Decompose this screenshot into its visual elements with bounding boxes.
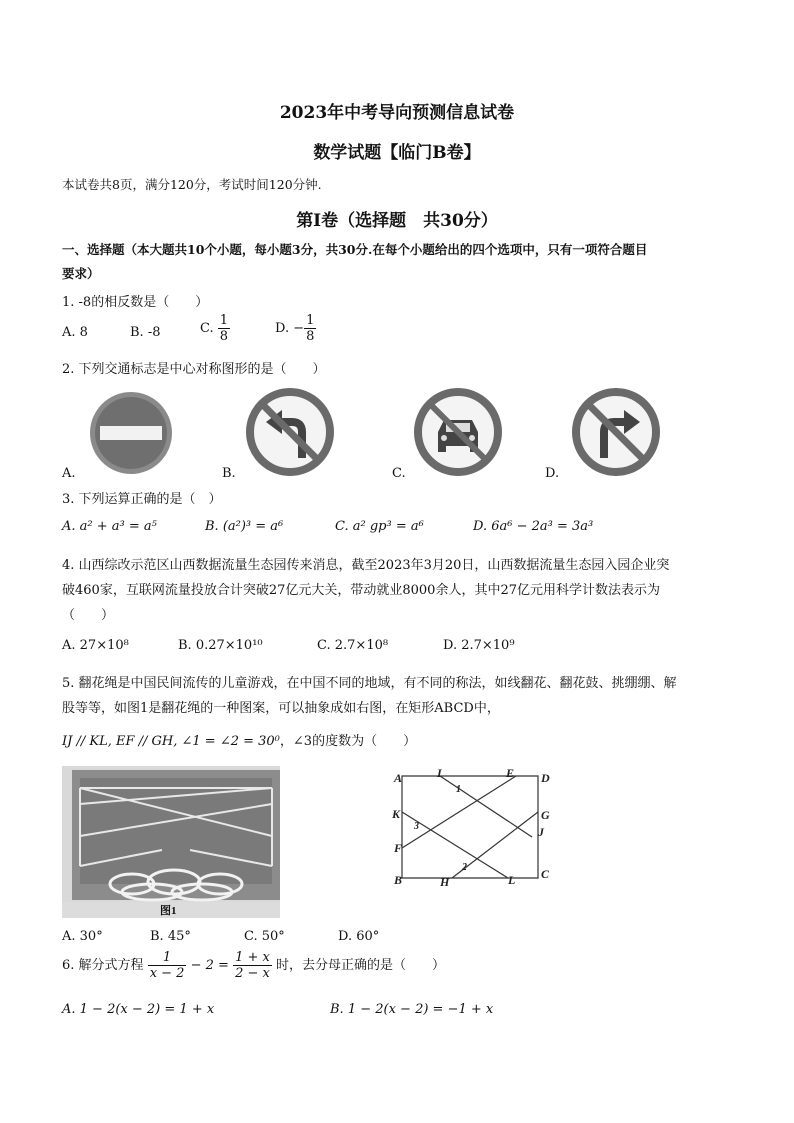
q6-lhs-fraction: $\frac{1}{x - 2}$: [149, 950, 185, 981]
q1-option-d-fraction: $\frac{1}{8}$: [306, 313, 315, 344]
q3-stem: 3. 下列运算正确的是（ ）: [62, 492, 222, 507]
q1-option-d-label: D.: [275, 321, 290, 336]
label-e: E: [506, 766, 515, 780]
rectangle-abcd-diagram: [380, 766, 560, 916]
q5-question: ，∠3的度数为（ ）: [279, 734, 417, 749]
no-entry-sign-icon: [88, 390, 174, 476]
q5-line3: [62, 730, 416, 749]
q2-label-b: B.: [222, 466, 236, 481]
q2-label-d: D.: [545, 466, 560, 481]
label-a: A: [394, 771, 403, 785]
label-angle-1: 1: [456, 784, 461, 795]
q6-stem-suffix: 时，去分母正确的是（ ）: [275, 958, 445, 973]
q4-option-a: A. 27×10⁸: [62, 638, 129, 653]
q2-stem: 2. 下列交通标志是中心对称图形的是（ ）: [62, 362, 326, 377]
exam-subtitle: 数学试题【临门B卷】: [313, 143, 481, 163]
q4-option-c: C. 2.7×10⁸: [317, 638, 389, 653]
label-b: B: [394, 873, 403, 887]
no-cars-sign-icon: [414, 388, 502, 476]
q4-option-b: B. 0.27×10¹⁰: [178, 638, 263, 653]
label-angle-2: 2: [462, 862, 467, 873]
q1-option-a: A. 8: [62, 325, 88, 340]
q1-stem: 1. -8的相反数是（ ）: [62, 295, 209, 310]
figure-1-photo: [62, 766, 280, 918]
q6-stem-prefix: 6. 解分式方程: [62, 958, 144, 973]
q5-condition: IJ // KL, EF // GH, ∠1 = ∠2 = 30⁰: [62, 734, 280, 749]
q3-option-d: D. 6a⁶ − 2a³ = 3a³: [473, 519, 594, 534]
q5-line1: 5. 翻花绳是中国民间流传的儿童游戏，在中国不同的地域，有不同的称法，如线翻花、翻花鼓、挑绷绷、解: [62, 676, 677, 691]
label-d: D: [541, 771, 550, 785]
label-c: C: [541, 867, 550, 881]
q1-option-d: D. − $\frac{1}{8}$: [275, 313, 315, 344]
q4-option-d: D. 2.7×10⁹: [443, 638, 515, 653]
no-left-turn-sign-icon: [246, 388, 334, 476]
q1-option-c: [200, 313, 230, 344]
section-title: 第I卷（选择题 共30分）: [296, 211, 498, 231]
figure-1-caption: 图1: [160, 905, 177, 917]
q4-line2: 破460家，互联网流量投放合计突破27亿元大关，带动就业8000余人，其中27亿元用科学计数法表示为: [62, 583, 660, 598]
q2-label-c: C.: [392, 466, 406, 481]
label-g: G: [541, 808, 550, 822]
q5-option-c: C. 50°: [244, 929, 285, 944]
label-l: L: [508, 873, 516, 887]
label-k: K: [392, 807, 401, 821]
q6-mid: − 2 =: [190, 958, 229, 973]
q6-option-b: B. 1 − 2(x − 2) = −1 + x: [330, 1002, 494, 1017]
exam-title: 2023年中考导向预测信息试卷: [279, 103, 515, 123]
q3-option-b: B. (a²)³ = a⁶: [205, 519, 284, 534]
q1-option-c-fraction: $\frac{1}{8}$: [219, 313, 229, 344]
q6-option-a: A. 1 − 2(x − 2) = 1 + x: [62, 1002, 215, 1017]
q1-option-b: B. -8: [130, 325, 161, 340]
q5-option-b: B. 45°: [150, 929, 191, 944]
no-right-turn-sign-icon: [572, 388, 660, 476]
q6-rhs-fraction: $\frac{1 + x}{2 - x}$: [235, 950, 270, 981]
label-h: H: [440, 875, 450, 889]
exam-info: 本试卷共8页，满分120分，考试时间120分钟.: [62, 177, 322, 192]
part-heading-line2: 要求）: [62, 266, 100, 281]
q5-option-d: D. 60°: [338, 929, 380, 944]
label-angle-3: 3: [414, 821, 419, 832]
q2-label-a: A.: [62, 466, 76, 481]
q1-option-c-label: C.: [200, 321, 214, 336]
label-j: J: [538, 825, 544, 839]
q5-line2: 股等等，如图1是翻花绳的一种图案，可以抽象成如右图，在矩形ABCD中，: [62, 701, 500, 716]
q4-line1: 4. 山西综改示范区山西数据流量生态园传来消息，截至2023年3月20日，山西数据流量生态园入园企业突: [62, 558, 670, 573]
q3-option-c: C. a² gp³ = a⁶: [335, 519, 424, 534]
label-f: F: [394, 841, 403, 855]
q4-line3: （ ）: [62, 608, 115, 623]
label-i: I: [437, 766, 442, 780]
q5-option-a: A. 30°: [62, 929, 103, 944]
q3-option-a: A. a² + a³ = a⁵: [62, 519, 157, 534]
part-heading-line1: 一、选择题（本大题共10个小题，每小题3分，共30分.在每个小题给出的四个选项中，只有一项符合题目: [62, 242, 648, 257]
q6-stem: [62, 950, 445, 981]
